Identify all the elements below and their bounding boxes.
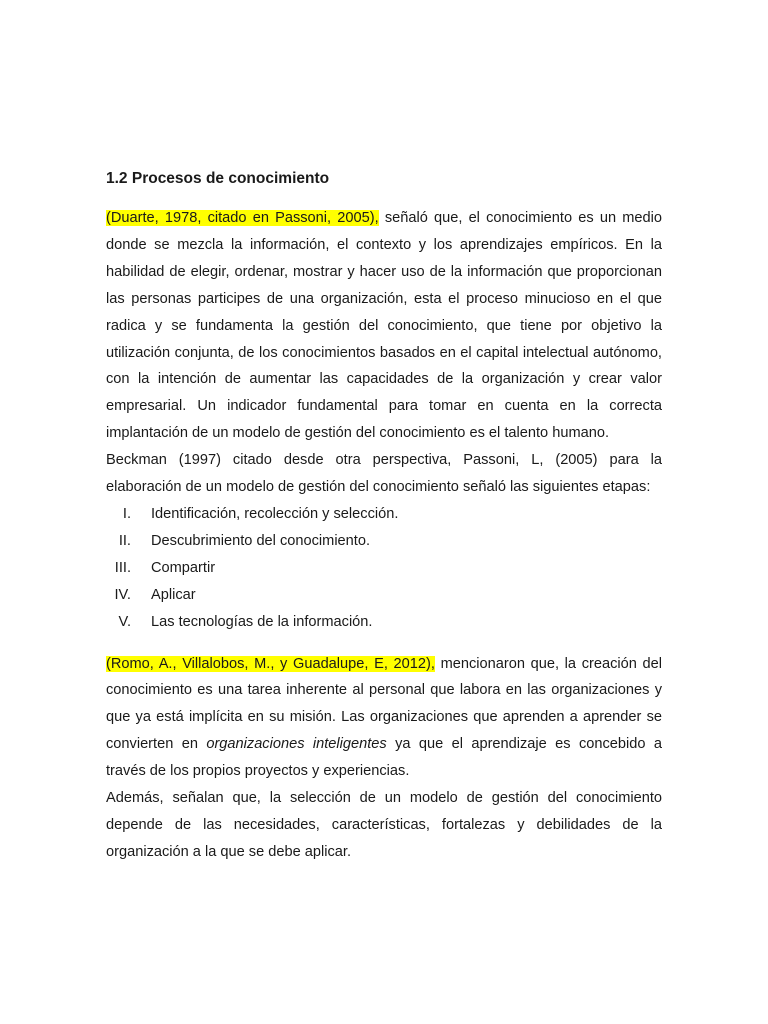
stages-list: [106, 501, 662, 636]
paragraph-romo-text-before: mencionaron que, la creación del conocimiento es una tarea inherente al personal que labora en las organizaciones y que ya está implícita en su misión. Las organizaciones que aprenden a aprender se convierten en: [106, 655, 662, 753]
list-text: Descubrimiento del conocimiento.: [151, 532, 371, 549]
paragraph-ademas: Además, señalan que, la selección de un modelo de gestión del conocimiento depende de las necesidades, características, fortalezas y debilidades de la organización a la que se debe aplicar.: [106, 790, 662, 860]
list-item: [106, 582, 662, 609]
list-number: I.: [122, 505, 131, 522]
paragraph-duarte-text: señaló que, el conocimiento es un medio donde se mezcla la información, el contexto y los aprendizajes empíricos. En la habilidad de elegir, ordenar, mostrar y hacer uso de la información que proporcionan las personas participes de una organización, esta el proceso minucioso en el que radica y se fundamenta la gestión del conocimiento, que tiene por objetivo la utilización conjunta, de los conocimientos basados en el capital intelectual autónomo, con la intención de aumentar las capacidades de la organización y crear valor empresarial. Un indicador fundamental para tomar en cuenta en la correcta implantación de un modelo de gestión del conocimiento es el talento humano.: [106, 210, 663, 442]
list-text: Identificación, recolección y selección.: [151, 505, 399, 522]
citation-highlight-romo: (Romo, A., Villalobos, M., y Guadalupe, E, 2012),: [106, 655, 435, 672]
list-number: IV.: [114, 586, 131, 603]
list-number: II.: [118, 532, 131, 549]
list-number: III.: [114, 559, 131, 576]
paragraph-romo: [106, 651, 662, 786]
paragraph-beckman: Beckman (1997) citado desde otra perspectiva, Passoni, L, (2005) para la elaboración de un modelo de gestión del conocimiento señaló las siguientes etapas:: [106, 452, 662, 496]
list-item: [106, 528, 662, 555]
list-text: Las tecnologías de la información.: [151, 613, 373, 630]
italic-term: organizaciones inteligentes: [206, 736, 387, 753]
list-item: [106, 609, 662, 636]
list-item: [106, 501, 662, 528]
citation-highlight-duarte: (Duarte, 1978, citado en Passoni, 2005),: [106, 210, 379, 226]
section-heading: 1.2 Procesos de conocimiento: [106, 170, 330, 187]
document-body: [106, 168, 662, 866]
list-text: Compartir: [151, 559, 216, 576]
paragraph-duarte: [106, 205, 662, 447]
list-item: [106, 555, 662, 582]
paragraph-romo-text-after: ya que el aprendizaje es concebido a través de los propios proyectos y experiencias.: [106, 736, 662, 780]
list-number: V.: [118, 613, 131, 630]
list-text: Aplicar: [151, 586, 196, 603]
